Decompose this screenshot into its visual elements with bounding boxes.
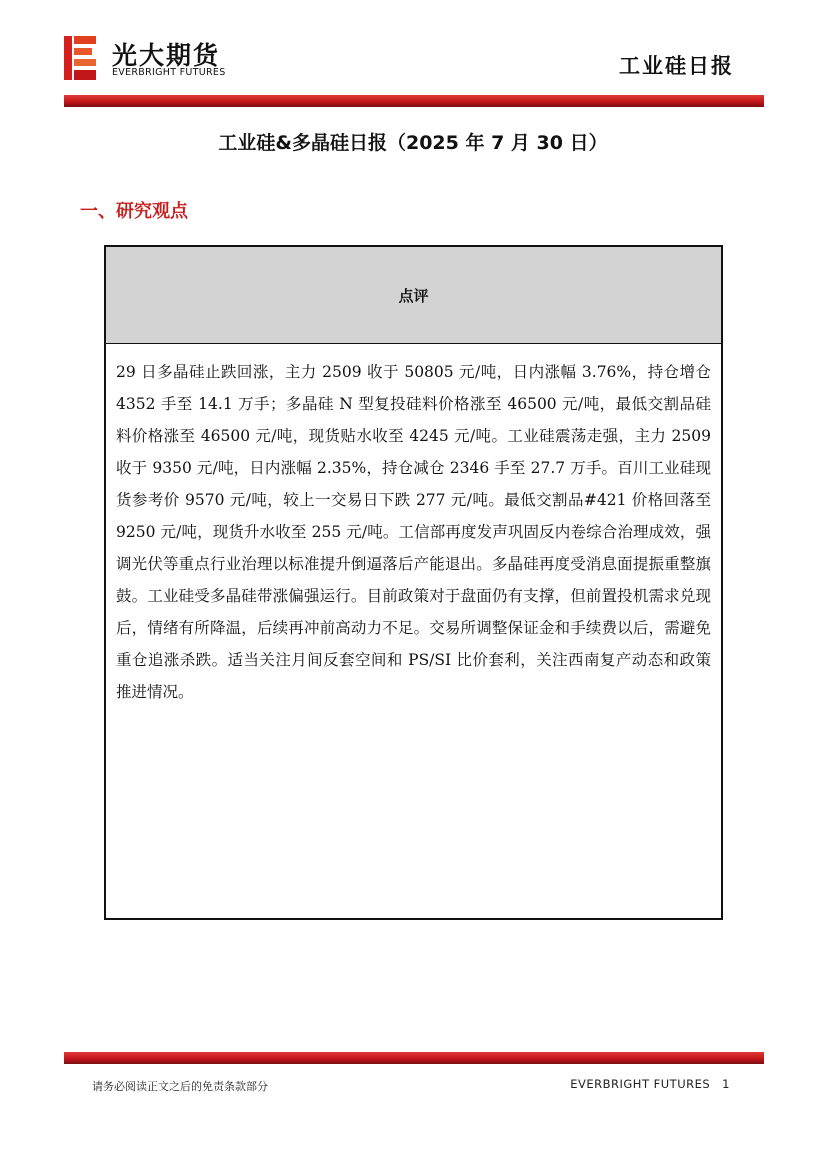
everbright-logo-icon [64,36,98,80]
commentary-table [104,245,723,920]
footer-company: EVERBRIGHT FUTURES [570,1077,711,1091]
header-divider [64,95,764,107]
footer-divider [64,1052,764,1064]
commentary-header [106,247,721,344]
commentary-body [106,344,721,708]
commentary-text: 29 日多晶硅止跌回涨，主力 2509 收于 50805 元/吨，日内涨幅 3.76%，持仓增仓 4352 手至 14.1 万手；多晶硅 N 型复投硅料价格涨至 46500 元/吨，最低交割品硅料价格涨至 46500 元/吨，现货贴水收至 4245 元/吨。工业硅震荡走强，主力 2509 收于 9350 元/吨，日内涨幅 2.35%，持仓减仓 2346 手至 27.7 万手。百川工业硅现货参考价 9570 元/吨，较上一交易日下跌 277 元/吨。最低交割品#421 价格回落至 9250 元/吨，现货升水收至 255 元/吨。工信部再度发声巩固反内卷综合治理成效，强调光伏等重点行业治理以标准提升倒逼落后产能退出。多晶硅再度受消息面提振重整旗鼓。工业硅受多晶硅带涨偏强运行。目前政策对于盘面仍有支撑，但前置投机需求兑现后，情绪有所降温，后续再冲前高动力不足。交易所调整保证金和手续费以后，需避免重仓追涨杀跌。适当关注月间反套空间和 PS/SI 比价套利，关注西南复产动态和政策推进情况。 [116,363,711,701]
logo-english-name: EVERBRIGHT FUTURES [112,67,226,78]
commentary-header-label: 点评 [398,286,429,305]
footer-disclaimer: 请务必阅读正文之后的免责条款部分 [92,1080,268,1093]
page-title: 工业硅&多晶硅日报（2025 年 7 月 30 日） [218,132,608,154]
footer-info [570,1077,730,1091]
page-number: 1 [722,1077,730,1091]
section-heading: 一、研究观点 [80,201,188,222]
company-logo [64,36,244,82]
logo-chinese-name: 光大期货 [112,41,221,70]
report-type-label: 工业硅日报 [619,54,734,78]
